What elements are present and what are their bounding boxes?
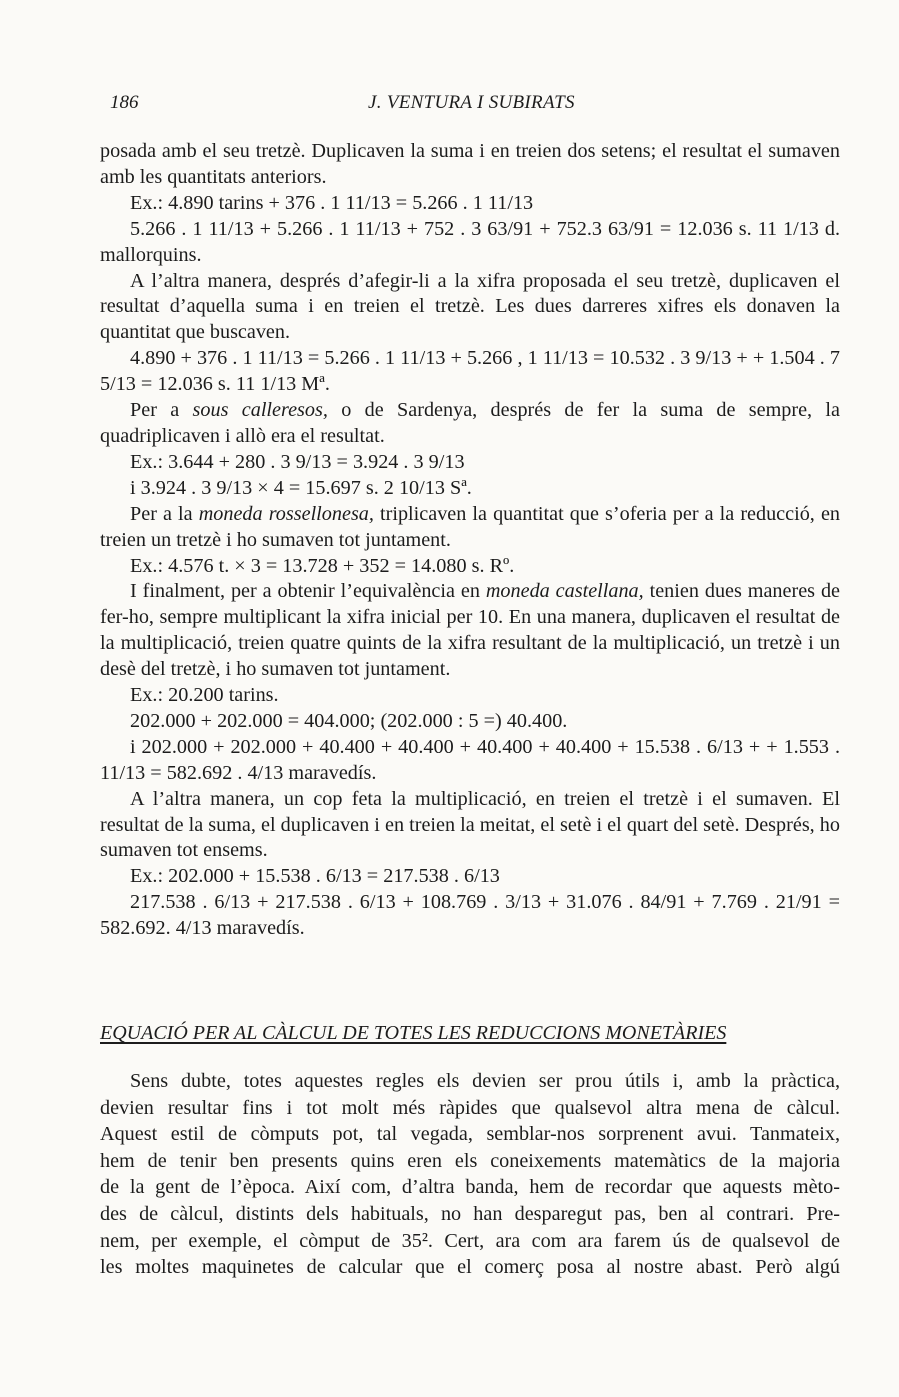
- paragraph: A l’altra manera, després d’afegir-li a la xifra proposada el seu tretzè, duplicaven el resultat d’aquella suma i en treien el tretzè. Les dues darreres xifres els donaven la quantitat que buscaven.: [100, 269, 840, 344]
- example-line: i 202.000 + 202.000 + 40.400 + 40.400 + 40.400 + 40.400 + 15.538 . 6/13 + + 1.553 . 11/13 = 582.692 . 4/13 maravedís.: [100, 735, 840, 784]
- paragraph: [100, 398, 840, 450]
- example-line: 202.000 + 202.000 = 404.000; (202.000 : 5 =) 40.400.: [130, 709, 568, 732]
- section-heading: EQUACIÓ PER AL CÀLCUL DE TOTES LES REDUCCIONS MONETÀRIES: [100, 1022, 727, 1044]
- example-line: 5.266 . 1 11/13 + 5.266 . 1 11/13 + 752 . 3 63/91 + 752.3 63/91 = 12.036 s. 11 1/13 d. mallorquins.: [100, 217, 840, 266]
- paragraph: A l’altra manera, un cop feta la multiplicació, en treien el tretzè i el sumaven. El resultat de la suma, el duplicaven i en treien la meitat, el setè i el quart del setè. Després, ho sumaven tot ensems.: [100, 787, 840, 862]
- text-run: triplicaven la quantitat que s’oferia per a la reducció, en treien un tretzè i ho sumaven tot juntament.: [100, 502, 840, 551]
- text-line: nem, per exemple, el còmput de 35². Cert, ara com ara farem ús de qualsevol de: [100, 1229, 840, 1252]
- text-run: tenien dues maneres de fer-ho, sempre multiplicant la xifra inicial per 10. En una manera, duplicaven el resultat de la multiplicació, treien quatre quints de la xifra resultant de la multiplicació, un tretzè i un desè del tretzè, i ho sumaven tot juntament.: [100, 580, 840, 681]
- body-text: [100, 139, 840, 942]
- emphasis: moneda castellana,: [485, 580, 644, 603]
- example-line: Ex.: 20.200 tarins.: [130, 684, 279, 707]
- text-run: o de Sardenya, després de fer la suma de sempre, la quadriplicaven i allò era el resultat.: [100, 399, 840, 447]
- text-line: devien resultar fins i tot molt més ràpides que qualsevol altra mena de càlcul.: [100, 1096, 840, 1119]
- running-header: [110, 92, 840, 118]
- text-line: Aquest estil de còmputs pot, tal vegada, semblar-nos sorprenent avui. Tanmateix,: [100, 1123, 840, 1146]
- example-line: 217.538 . 6/13 + 217.538 . 6/13 + 108.769 . 3/13 + 31.076 . 84/91 + 7.769 . 21/91 = 582.692. 4/13 maravedís.: [100, 891, 840, 940]
- text-line: hem de tenir ben presents quins eren els coneixements matemàtics de la majoria: [100, 1149, 840, 1172]
- example-line: Ex.: 3.644 + 280 . 3 9/13 = 3.924 . 3 9/13: [130, 450, 465, 473]
- emphasis: sous calleresos,: [192, 399, 328, 422]
- example-line: i 3.924 . 3 9/13 × 4 = 15.697 s. 2 10/13 Sª.: [130, 476, 472, 499]
- text-line: de la gent de l’època. Així com, d’altra banda, hem de recordar que aquests mèto-: [100, 1176, 840, 1199]
- emphasis: moneda rossellonesa,: [198, 502, 374, 525]
- running-title: J. VENTURA I SUBIRATS: [368, 92, 575, 113]
- text-line: Sens dubte, totes aquestes regles els devien ser prou útils i, amb la pràctica,: [130, 1070, 840, 1092]
- example-line: Ex.: 4.576 t. × 3 = 13.728 + 352 = 14.080 s. Rº.: [130, 554, 515, 577]
- paragraph: [100, 502, 840, 554]
- section-body: [100, 1068, 840, 1281]
- paragraph: posada amb el seu tretzè. Duplicaven la suma i en treien dos setens; el resultat el sumaven amb les quantitats anteriors.: [100, 140, 840, 188]
- text-line: les moltes maquinetes de calcular que el comerç posa al nostre abast. Però algú: [100, 1256, 840, 1279]
- text-line: des de càlcul, distints dels habituals, no han desparegut pas, ben al contrari. Pre-: [100, 1202, 840, 1225]
- text-run: Per a la: [130, 502, 199, 525]
- example-line: Ex.: 4.890 tarins + 376 . 1 11/13 = 5.266 . 1 11/13: [130, 191, 534, 214]
- example-line: Ex.: 202.000 + 15.538 . 6/13 = 217.538 . 6/13: [130, 865, 500, 888]
- page-number: 186: [110, 92, 139, 113]
- paragraph: [100, 579, 840, 683]
- text-run: I finalment, per a obtenir l’equivalència en: [130, 580, 486, 603]
- text-run: Per a: [130, 399, 193, 422]
- example-line: 4.890 + 376 . 1 11/13 = 5.266 . 1 11/13 + 5.266 , 1 11/13 = 10.532 . 3 9/13 + + 1.504 . 7 5/13 = 12.036 s. 11 1/13 Mª.: [100, 347, 840, 396]
